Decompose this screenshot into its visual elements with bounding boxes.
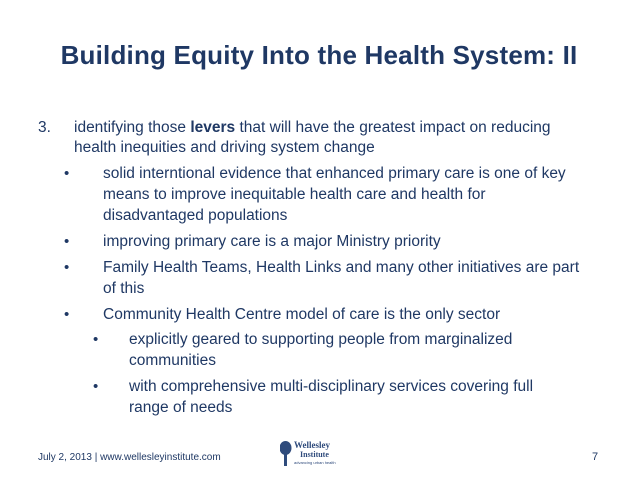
- page-number: 7: [592, 451, 599, 463]
- subbullet2-line2: range of needs: [129, 399, 233, 416]
- logo-wordmark: Wellesley: [294, 440, 330, 450]
- list-number: 3.: [38, 119, 51, 136]
- point3-text-pre: identifying those: [74, 119, 191, 136]
- subbullet1-line2: communities: [129, 352, 216, 369]
- bullet-marker: •: [64, 306, 70, 323]
- wellesley-institute-logo: [280, 438, 358, 468]
- subbullet1-line1: explicitly geared to supporting people from marginalized: [129, 331, 513, 348]
- bullet2-line1: improving primary care is a major Ministry priority: [103, 233, 441, 250]
- bullet-marker: •: [64, 165, 70, 182]
- logo-subwordmark: Institute: [300, 450, 329, 459]
- bullet1-line2: means to improve inequitable health care and health for: [103, 186, 486, 203]
- subbullet-marker: •: [93, 331, 99, 348]
- subbullet-marker: •: [93, 378, 99, 395]
- bullet3-line2: of this: [103, 280, 145, 297]
- point3-line2: health inequities and driving system change: [74, 139, 375, 156]
- bullet4-line1: Community Health Centre model of care is the only sector: [103, 306, 501, 323]
- subbullet2-line1: with comprehensive multi-disciplinary services covering full: [129, 378, 534, 395]
- point3-bold-word: levers: [190, 119, 236, 136]
- bullet-marker: •: [64, 233, 70, 250]
- bullet1-line3: disadvantaged populations: [103, 207, 288, 224]
- bullet1-line1: solid interntional evidence that enhanced primary care is one of key: [103, 165, 566, 182]
- bullet3-line1: Family Health Teams, Health Links and many other initiatives are part: [103, 259, 580, 276]
- bullet-marker: •: [64, 259, 70, 276]
- slide-title: Building Equity Into the Health System: II: [60, 40, 578, 70]
- point3-line1: [74, 118, 551, 138]
- logo-tagline: advancing urban health: [294, 460, 336, 465]
- footer-date-url: July 2, 2013 | www.wellesleyinstitute.com: [38, 452, 221, 463]
- point3-text-post: that will have the greatest impact on reducing: [235, 119, 551, 136]
